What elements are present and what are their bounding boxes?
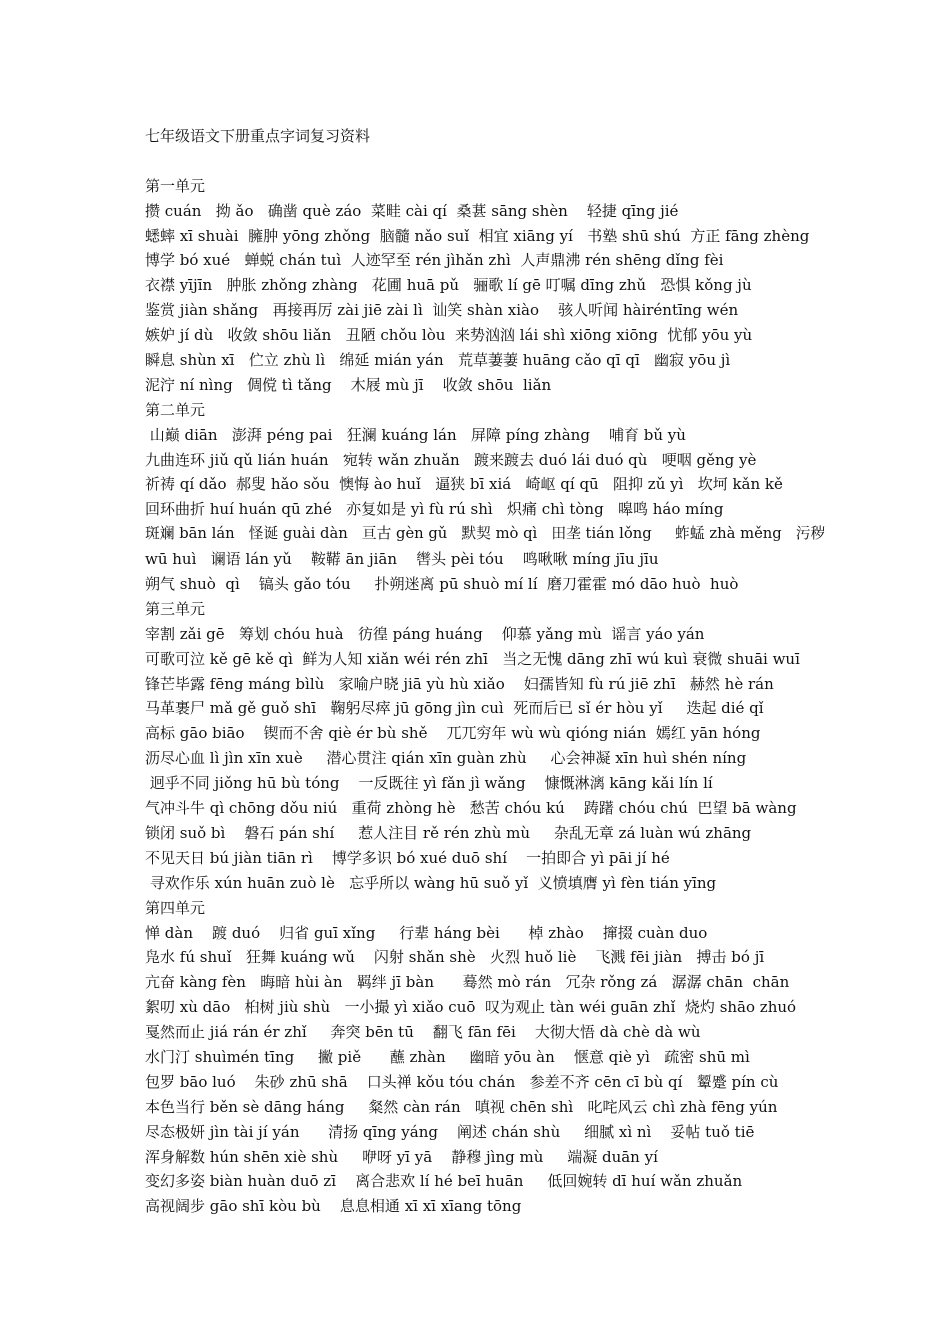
vocab-line: 衣襟 yījīn 肿胀 zhǒng zhàng 花圃 huā pǔ 骊歌 lí gē 叮嘱 dīng zhǔ 恐惧 kǒng jù xyxy=(145,276,752,295)
vocab-line: 本色当行 běn sè dāng háng 粲然 càn rán 嗔视 chēn shì 叱咤风云 chì zhà fēng yún xyxy=(145,1097,778,1116)
vocab-line: 九曲连环 jiǔ qǔ lián huán 宛转 wǎn zhuǎn 踱来踱去 duó lái duó qù 哽咽 gěng yè xyxy=(145,450,757,469)
vocab-line: 包罗 bāo luó 朱砂 zhū shā 口头禅 kǒu tóu chán 参差不齐 cēn cī bù qí 颦蹙 pín cù xyxy=(145,1072,779,1091)
vocab-line: 锋芒毕露 fēng máng bìlù 家喻户晓 jiā yù hù xiǎo 妇孺皆知 fù rú jiē zhī 赫然 hè rán xyxy=(145,674,774,693)
vocab-line: 马革裹尸 mǎ gě guǒ shī 鞠躬尽瘁 jū gōng jìn cuì 死而后已 sǐ ér hòu yǐ 迭起 dié qǐ xyxy=(145,699,764,718)
vocab-line: 瞬息 shùn xī 伫立 zhù lì 绵延 mián yán 荒草萋萋 huāng cǎo qī qī 幽寂 yōu jì xyxy=(145,351,731,370)
vocab-line: 蟋蟀 xī shuài 臃肿 yōng zhǒng 脑髓 nǎo suǐ 相宜 xiāng yí 书塾 shū shú 方正 fāng zhèng xyxy=(145,226,810,245)
vocab-line: 寻欢作乐 xún huān zuò lè 忘乎所以 wàng hū suǒ yǐ 义愤填膺 yì fèn tián yīng xyxy=(145,873,717,892)
vocab-line: 泥泞 ní nìng 倜傥 tì tǎng 木屐 mù jī 收敛 shōu liǎn xyxy=(145,375,552,394)
vocab-line: 朔气 shuò qì 镐头 gǎo tóu 扑朔迷离 pū shuò mí lí 磨刀霍霍 mó dāo huò huò xyxy=(145,575,739,594)
vocab-line: 气冲斗牛 qì chōng dǒu niú 重荷 zhòng hè 愁苦 chóu kú 踌躇 chóu chú 巴望 bā wàng xyxy=(145,799,797,818)
document-title: 七年级语文下册重点字词复习资料 xyxy=(145,127,371,145)
blank-line xyxy=(145,149,825,174)
unit-1-section xyxy=(145,174,825,398)
unit-3-section xyxy=(145,597,825,896)
vocab-line: 回环曲折 huí huán qū zhé 亦复如是 yì fù rú shì 炽痛 chì tòng 嗥鸣 háo míng xyxy=(145,500,724,519)
vocab-line: 锁闭 suǒ bì 磐石 pán shí 惹人注目 rě rén zhù mù 杂乱无章 zá luàn wú zhāng xyxy=(145,823,752,842)
unit-4-heading: 第四单元 xyxy=(145,898,206,917)
unit-2-section xyxy=(145,398,825,597)
vocab-line: 斑斓 bān lán 怪诞 guài dàn 亘古 gèn gǔ 默契 mò qì 田垄 tián lǒng 蚱蜢 zhà měng 污秽 xyxy=(145,525,826,543)
vocab-line: 高视阔步 gāo shī kòu bù 息息相通 xī xī xīang tōng xyxy=(145,1197,522,1216)
document-page xyxy=(145,124,825,1219)
vocab-line: 嫉妒 jí dù 收敛 shōu liǎn 丑陋 chǒu lòu 来势汹汹 lái shì xiōng xiōng 忧郁 yōu yù xyxy=(145,326,753,345)
vocab-line: 宰割 zǎi gē 筹划 chóu huà 彷徨 páng huáng 仰慕 yǎng mù 谣言 yáo yán xyxy=(145,624,705,643)
vocab-line: 凫水 fú shuǐ 狂舞 kuáng wǔ 闪射 shǎn shè 火烈 huǒ liè 飞溅 fēi jiàn 搏击 bó jī xyxy=(145,948,765,967)
vocab-line: 可歌可泣 kě gē kě qì 鲜为人知 xiǎn wéi rén zhī 当之无愧 dāng zhī wú kuì 衰微 shuāi wuī xyxy=(145,649,800,668)
vocab-line: 水门汀 shuìmén tīng 撇 piě 蘸 zhàn 幽暗 yōu àn 惬意 qiè yì 疏密 shū mì xyxy=(145,1047,750,1066)
vocab-line: 迥乎不同 jiǒng hū bù tóng 一反既往 yì fǎn jì wǎng 慷慨淋漓 kāng kǎi lín lí xyxy=(145,774,713,793)
vocab-line: 鉴赏 jiàn shǎng 再接再厉 zài jiē zài lì 讪笑 shàn xiào 骇人听闻 hàiréntīng wén xyxy=(145,301,739,320)
vocab-line: 变幻多姿 biàn huàn duō zī 离合悲欢 lí hé beī huān 低回婉转 dī huí wǎn zhuǎn xyxy=(145,1172,743,1191)
vocab-line: 絮叨 xù dāo 桕树 jiù shù 一小撮 yì xiǎo cuō 叹为观止 tàn wéi guān zhǐ 烧灼 shāo zhuó xyxy=(145,998,797,1017)
vocab-line: 戛然而止 jiá rán ér zhǐ 奔突 bēn tū 翻飞 fān fēi 大彻大悟 dà chè dà wù xyxy=(145,1023,701,1042)
vocab-line: wū huì 谰语 lán yǔ 鞍鞯 ān jiān 辔头 pèi tóu 鸣啾啾 míng jīu jīu xyxy=(145,550,659,569)
unit-1-heading: 第一单元 xyxy=(145,176,206,195)
unit-2-heading: 第二单元 xyxy=(145,400,206,419)
vocab-line: 惮 dàn 踱 duó 归省 guī xǐng 行辈 háng bèi 棹 zhào 撺掇 cuàn duo xyxy=(145,923,708,942)
vocab-line: 高标 gāo biāo 锲而不舍 qiè ér bù shě 兀兀穷年 wù wù qióng nián 嫣红 yān hóng xyxy=(145,724,761,743)
vocab-line: 山巅 diān 澎湃 péng pai 狂澜 kuáng lán 屏障 píng zhàng 哺育 bǔ yù xyxy=(145,425,686,444)
vocab-line: 沥尽心血 lì jìn xīn xuè 潜心贯注 qián xīn guàn zhù 心会神凝 xīn huì shén níng xyxy=(145,749,747,768)
vocab-line: 浑身解数 hún shēn xiè shù 咿呀 yī yā 静穆 jìng mù 端凝 duān yí xyxy=(145,1147,658,1166)
unit-3-heading: 第三单元 xyxy=(145,599,206,618)
vocab-line: 亢奋 kàng fèn 晦暗 hùi àn 羁绊 jī bàn 蓦然 mò rán 冗杂 rǒng zá 潺潺 chān chān xyxy=(145,973,790,992)
vocab-line: 博学 bó xué 蝉蜕 chán tuì 人迹罕至 rén jìhǎn zhì 人声鼎沸 rén shēng dǐng fèi xyxy=(145,251,724,270)
vocab-line: 攒 cuán 拗 ǎo 确凿 què záo 菜畦 cài qí 桑葚 sāng shèn 轻捷 qīng jié xyxy=(145,201,679,220)
vocab-line: 尽态极妍 jìn tài jí yán 清扬 qīng yáng 阐述 chán shù 细腻 xì nì 妥帖 tuǒ tiē xyxy=(145,1122,755,1141)
vocab-line: 祈祷 qí dǎo 郝叟 hǎo sǒu 懊悔 ào huǐ 逼狭 bī xiá 崎岖 qí qū 阻抑 zǔ yì 坎坷 kǎn kě xyxy=(145,475,783,494)
unit-4-section xyxy=(145,896,825,1220)
vocab-line: 不见天日 bú jiàn tiān rì 博学多识 bó xué duō shí 一拍即合 yì pāi jí hé xyxy=(145,848,670,867)
